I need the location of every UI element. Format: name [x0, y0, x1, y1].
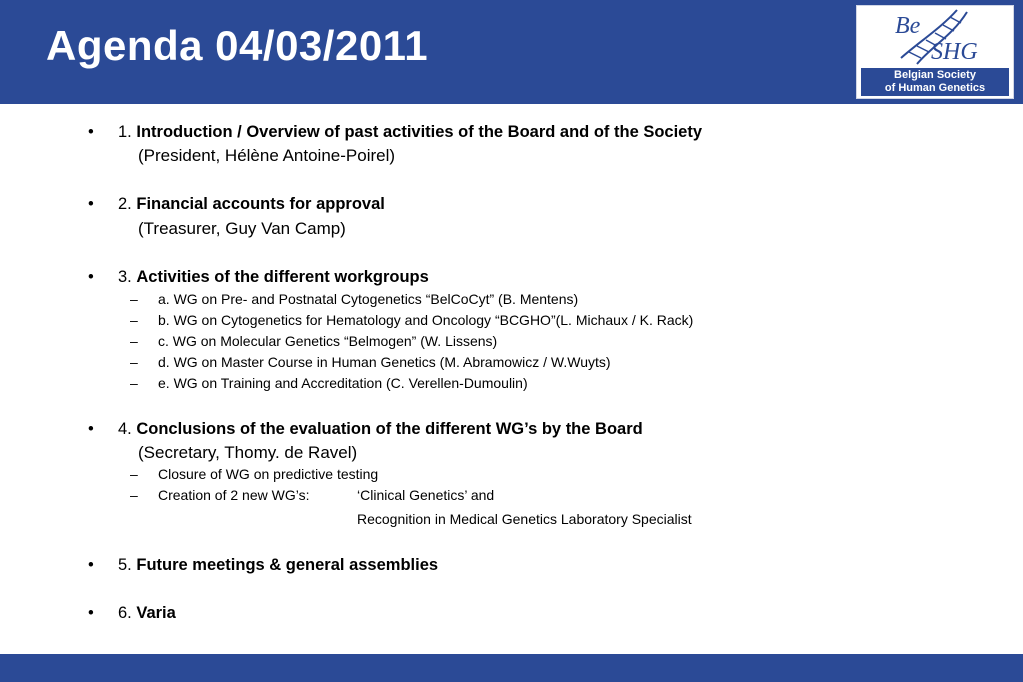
dash: –: [130, 487, 138, 503]
item-number: 2.: [118, 195, 132, 213]
sub-point: [130, 333, 498, 349]
bullet: •: [88, 268, 94, 286]
item-1-subtitle: (President, Hélène Antoine-Poirel): [138, 146, 396, 165]
dash: –: [130, 375, 138, 391]
new-wg-1: ‘Clinical Genetics’ and: [357, 487, 495, 503]
item-2-subtitle: (Treasurer, Guy Van Camp): [138, 219, 346, 238]
sub-point-text: c. WG on Molecular Genetics “Belmogen” (W. Lissens): [158, 333, 498, 349]
footer-bar: [0, 654, 1023, 682]
bullet: •: [88, 604, 94, 622]
item-heading: Future meetings & general assemblies: [136, 556, 439, 574]
item-number: 4.: [118, 420, 132, 438]
sub-point-text: Creation of 2 new WG’s:: [158, 487, 310, 503]
header-bar: [0, 0, 1023, 104]
sub-point: [130, 487, 310, 503]
bullet: •: [88, 420, 94, 438]
agenda-item-3: [88, 268, 429, 287]
logo-band-line1: Belgian Society: [894, 69, 976, 81]
dna-helix-icon: [857, 6, 1015, 68]
item-number: 1.: [118, 123, 132, 141]
logo-band: [861, 68, 1009, 96]
sub-point-text: a. WG on Pre- and Postnatal Cytogenetics “BelCoCyt” (B. Mentens): [158, 291, 579, 307]
sub-point-text: e. WG on Training and Accreditation (C. Verellen-Dumoulin): [158, 375, 528, 391]
agenda-item-5: [88, 556, 439, 575]
item-heading: Varia: [136, 604, 176, 622]
bullet: •: [88, 556, 94, 574]
item-number: 5.: [118, 556, 132, 574]
agenda-item-4: [88, 420, 643, 439]
item-4-subtitle: (Secretary, Thomy. de Ravel): [138, 443, 358, 462]
sub-point: [130, 312, 694, 328]
sub-point: [130, 375, 528, 391]
agenda-item-2: [88, 195, 385, 214]
item-number: 6.: [118, 604, 132, 622]
logo-mark-top: Be: [895, 13, 921, 39]
agenda-item-6: [88, 604, 176, 623]
sub-point-text: b. WG on Cytogenetics for Hematology and Oncology “BCGHO”(L. Michaux / K. Rack): [158, 312, 694, 328]
item-heading: Introduction / Overview of past activities of the Board and of the Society: [136, 123, 703, 141]
item-number: 3.: [118, 268, 132, 286]
besgh-logo: [856, 5, 1014, 99]
bullet: •: [88, 123, 94, 141]
new-wg-2: Recognition in Medical Genetics Laboratory Specialist: [357, 511, 692, 527]
logo-mark-bottom: SHG: [931, 39, 978, 65]
dash: –: [130, 466, 138, 482]
item-heading: Conclusions of the evaluation of the different WG’s by the Board: [136, 420, 643, 438]
sub-point: [130, 466, 379, 482]
sub-point-text: d. WG on Master Course in Human Genetics (M. Abramowicz / W.Wuyts): [158, 354, 611, 370]
agenda-item-1: [88, 123, 703, 142]
item-heading: Activities of the different workgroups: [136, 268, 429, 286]
dash: –: [130, 354, 138, 370]
dash: –: [130, 312, 138, 328]
sub-point: [130, 291, 579, 307]
item-heading: Financial accounts for approval: [136, 195, 385, 213]
dash: –: [130, 291, 138, 307]
sub-point-text: Closure of WG on predictive testing: [158, 466, 379, 482]
page-title: Agenda 04/03/2011: [46, 22, 429, 69]
bullet: •: [88, 195, 94, 213]
sub-point: [130, 354, 611, 370]
dash: –: [130, 333, 138, 349]
logo-band-line2: of Human Genetics: [884, 82, 986, 94]
